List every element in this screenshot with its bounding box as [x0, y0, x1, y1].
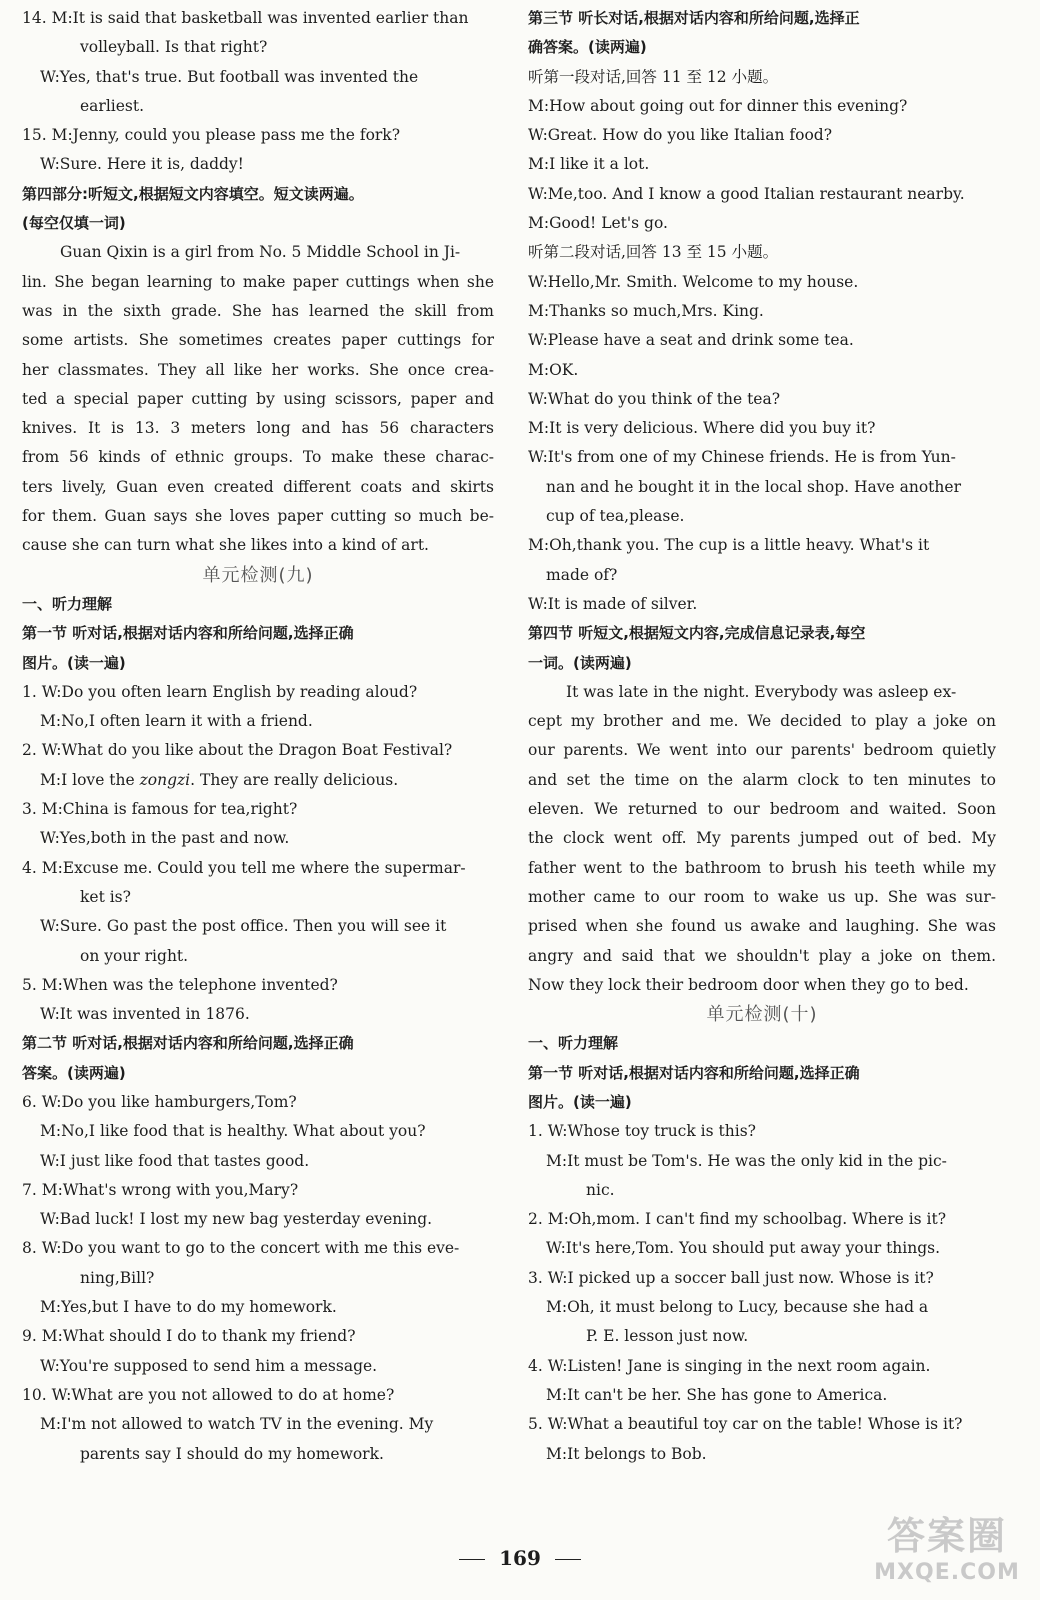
- text-line: W:Sure. Go past the post office. Then you will see it: [40, 917, 447, 936]
- text-line: lin. She began learning to make paper cuttings when she: [22, 272, 494, 291]
- watermark-text: 答案圈: [886, 1514, 1007, 1558]
- text-line: M:It must be Tom's. He was the only kid in the pic-: [546, 1151, 947, 1170]
- text-line: M:No,I often learn it with a friend.: [40, 712, 313, 731]
- text-line: W:Please have a seat and drink some tea.: [528, 331, 854, 350]
- section-heading: 答案。(读两遍): [22, 1063, 126, 1082]
- text-line: 3. M:China is famous for tea,right?: [22, 800, 298, 819]
- text-line: W:Great. How do you like Italian food?: [528, 126, 833, 145]
- text-line: 10. W:What are you not allowed to do at home?: [22, 1385, 395, 1404]
- text-line: the clock went off. My parents jumped out of bed. My: [528, 829, 996, 848]
- text-line: 2. M:Oh,mom. I can't find my schoolbag. Where is it?: [528, 1210, 947, 1229]
- text-line: 9. M:What should I do to thank my friend?: [22, 1327, 356, 1346]
- text-line: M:I love the zongzi. They are really delicious.: [40, 770, 399, 789]
- text-line: mother came to our room to wake us up. She was sur-: [528, 887, 996, 906]
- text-line: cup of tea,please.: [546, 507, 685, 526]
- text-line: M:It is very delicious. Where did you buy it?: [528, 419, 876, 438]
- text-line: made of?: [546, 565, 618, 584]
- text-line: M:Oh, it must belong to Lucy, because she had a: [546, 1298, 929, 1317]
- page-number-dash-left: [459, 1559, 485, 1560]
- text-line: M:I'm not allowed to watch TV in the evening. My: [40, 1415, 434, 1434]
- section-heading: 一、听力理解: [528, 1034, 619, 1053]
- text-line: 4. M:Excuse me. Could you tell me where the supermar-: [22, 858, 466, 877]
- text-line: Now they lock their bedroom door when they go to bed.: [528, 975, 969, 994]
- section-title: 单元检测(十): [706, 1004, 818, 1026]
- text-line: Guan Qixin is a girl from No. 5 Middle School in Ji-: [60, 243, 461, 262]
- text-line: W:It was invented in 1876.: [40, 1005, 250, 1024]
- text-line: 听第二段对话,回答 13 至 15 小题。: [528, 243, 779, 262]
- text-line: 5. W:What a beautiful toy car on the table! Whose is it?: [528, 1415, 963, 1434]
- text-line: P. E. lesson just now.: [586, 1327, 749, 1346]
- text-line: knives. It is 13. 3 meters long and has 56 characters: [22, 419, 494, 438]
- text-line: prised when she found us awake and laughing. She was: [528, 917, 996, 936]
- watermark-logo: [862, 1512, 1032, 1594]
- section-heading: 第一节 听对话,根据对话内容和所给问题,选择正确: [22, 624, 354, 643]
- section-heading: 一词。(读两遍): [528, 653, 632, 672]
- text-line: from 56 kinds of ethnic groups. To make these charac-: [22, 448, 494, 467]
- text-line: cause she can turn what she likes into a kind of art.: [22, 536, 429, 555]
- text-line: 8. W:Do you want to go to the concert with me this eve-: [22, 1239, 460, 1258]
- text-line: W:You're supposed to send him a message.: [40, 1356, 378, 1375]
- text-line: volleyball. Is that right?: [80, 38, 268, 57]
- text-line: earliest.: [80, 96, 145, 115]
- text-line: M:It can't be her. She has gone to America.: [546, 1385, 888, 1404]
- text-line: ning,Bill?: [80, 1268, 155, 1287]
- text-line: cept my brother and me. We decided to play a joke on: [528, 712, 996, 731]
- text-line: 6. W:Do you like hamburgers,Tom?: [22, 1092, 297, 1111]
- text-line: 听第一段对话,回答 11 至 12 小题。: [528, 67, 779, 86]
- text-line: W:Me,too. And I know a good Italian restaurant nearby.: [528, 184, 965, 203]
- text-line: M:It belongs to Bob.: [546, 1444, 707, 1463]
- text-line: for them. Guan says she loves paper cutting so much be-: [22, 507, 494, 526]
- page-number-text: 169: [499, 1546, 541, 1570]
- text-line: W:Sure. Here it is, daddy!: [40, 155, 244, 174]
- text-line: 4. W:Listen! Jane is singing in the next room again.: [528, 1356, 931, 1375]
- text-line: W:Yes,both in the past and now.: [40, 829, 290, 848]
- page-number-dash-right: [555, 1559, 581, 1560]
- section-heading: 第四节 听短文,根据短文内容,完成信息记录表,每空: [528, 624, 866, 643]
- section-heading: 第四部分:听短文,根据短文内容填空。短文读两遍。: [22, 184, 364, 203]
- text-line: M:How about going out for dinner this evening?: [528, 96, 908, 115]
- text-line: 7. M:What's wrong with you,Mary?: [22, 1180, 299, 1199]
- text-line: W:It's from one of my Chinese friends. He is from Yun-: [528, 448, 956, 467]
- text-line: M:Oh,thank you. The cup is a little heavy. What's it: [528, 536, 930, 555]
- left-column: [22, 4, 494, 1469]
- text-line: parents say I should do my homework.: [80, 1444, 384, 1463]
- text-line: W:It's here,Tom. You should put away your things.: [546, 1239, 941, 1258]
- text-line: nic.: [586, 1180, 615, 1199]
- text-line: 14. M:It is said that basketball was invented earlier than: [22, 9, 469, 27]
- section-heading: (每空仅填一词): [22, 214, 126, 233]
- text-line: our parents. We went into our parents' bedroom quietly: [528, 741, 996, 760]
- section-heading: 图片。(读一遍): [528, 1092, 632, 1111]
- text-line: 5. M:When was the telephone invented?: [22, 975, 338, 994]
- text-line: M:Thanks so much,Mrs. King.: [528, 301, 764, 320]
- text-line: M:No,I like food that is healthy. What about you?: [40, 1122, 426, 1141]
- section-heading: 第一节 听对话,根据对话内容和所给问题,选择正确: [528, 1063, 860, 1082]
- right-column: [528, 4, 996, 1469]
- text-line: and set the time on the alarm clock to ten minutes to: [528, 770, 996, 789]
- text-line: ted a special paper cutting by using scissors, paper and: [22, 389, 494, 408]
- text-line: her classmates. They all like her works. She once crea-: [22, 360, 494, 379]
- text-line: W:Yes, that's true. But football was invented the: [40, 67, 419, 86]
- section-title: 单元检测(九): [202, 564, 314, 586]
- text-line: 1. W:Whose toy truck is this?: [528, 1122, 756, 1141]
- section-heading: 确答案。(读两遍): [528, 38, 647, 57]
- watermark-url: MXQE.COM: [874, 1560, 1020, 1585]
- section-heading: 图片。(读一遍): [22, 653, 126, 672]
- text-line: was in the sixth grade. She has learned the skill from: [22, 301, 494, 320]
- text-line: father went to the bathroom to brush his teeth while my: [528, 858, 996, 877]
- text-line: angry and said that we shouldn't play a joke on them.: [528, 946, 996, 965]
- text-line: W:I just like food that tastes good.: [40, 1151, 310, 1170]
- text-line: 2. W:What do you like about the Dragon Boat Festival?: [22, 741, 453, 760]
- section-heading: 第二节 听对话,根据对话内容和所给问题,选择正确: [22, 1034, 354, 1053]
- section-heading: 一、听力理解: [22, 594, 113, 613]
- text-line: some artists. She sometimes creates paper cuttings for: [22, 331, 494, 350]
- text-line: 3. W:I picked up a soccer ball just now. Whose is it?: [528, 1268, 934, 1287]
- text-line: M:I like it a lot.: [528, 155, 650, 174]
- text-line: on your right.: [80, 946, 189, 965]
- text-line: W:What do you think of the tea?: [528, 389, 781, 408]
- text-line: nan and he bought it in the local shop. Have another: [546, 477, 961, 496]
- text-line: W:Hello,Mr. Smith. Welcome to my house.: [528, 272, 859, 291]
- text-line: ket is?: [80, 887, 131, 906]
- text-line: W:Bad luck! I lost my new bag yesterday evening.: [40, 1210, 433, 1229]
- text-line: M:OK.: [528, 360, 579, 379]
- text-line: M:Yes,but I have to do my homework.: [40, 1298, 337, 1317]
- text-line: W:It is made of silver.: [528, 594, 698, 613]
- section-heading: 第三节 听长对话,根据对话内容和所给问题,选择正: [528, 9, 860, 27]
- text-line: 1. W:Do you often learn English by reading aloud?: [22, 682, 418, 701]
- text-line: M:Good! Let's go.: [528, 214, 668, 233]
- text-line: It was late in the night. Everybody was asleep ex-: [566, 682, 957, 701]
- text-line: 15. M:Jenny, could you please pass me the fork?: [22, 126, 401, 145]
- text-line: ters lively, Guan even created different coats and skirts: [22, 477, 494, 496]
- text-line: eleven. We returned to our bedroom and waited. Soon: [528, 800, 996, 819]
